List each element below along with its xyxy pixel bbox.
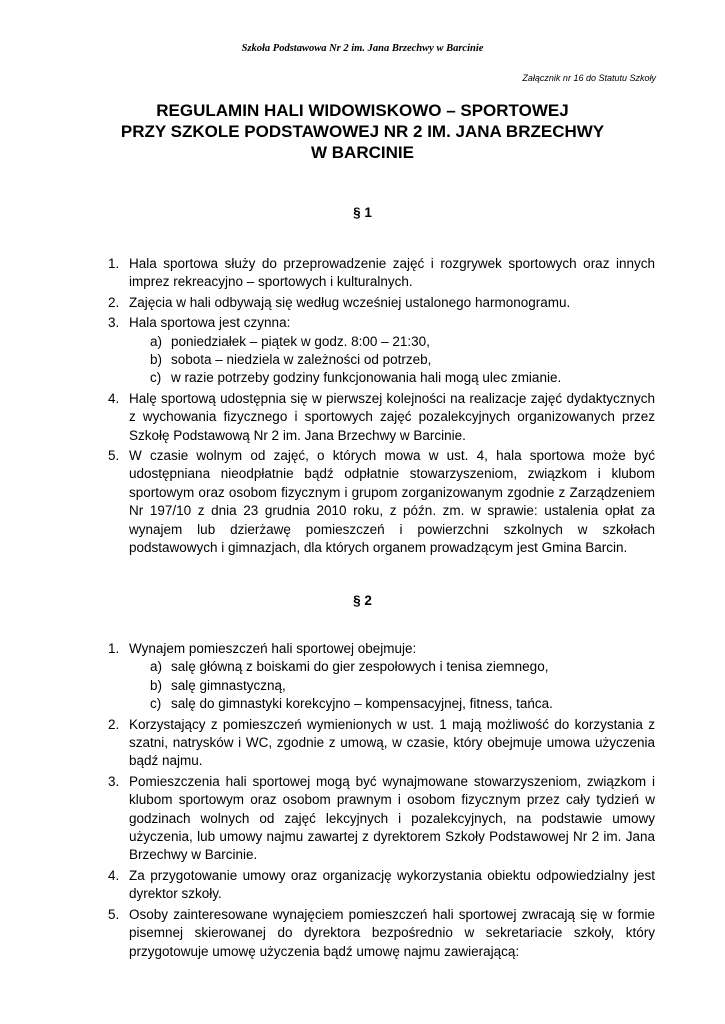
list-item xyxy=(108,294,655,312)
sub-list-item xyxy=(150,351,655,369)
item-number: 4. xyxy=(108,867,120,883)
item-number: 4. xyxy=(108,390,120,406)
item-text: Za przygotowanie umowy oraz organizację wykorzystania obiektu odpowiedzialny jest dyrektor szkoły. xyxy=(129,867,655,902)
item-text: Halę sportową udostępnia się w pierwszej kolejności na realizacje zajęć dydaktycznych z wychowania fizycznego i sportowych zajęć pozalekcyjnych organizowanych przez Szkołę Podstawową Nr 2 im. Jana Brzechwy w Barcinie. xyxy=(129,390,655,443)
section-2-list xyxy=(108,640,655,963)
list-item xyxy=(108,390,655,445)
section-1-list xyxy=(108,255,655,560)
item-text: Wynajem pomieszczeń hali sportowej obejmuje: xyxy=(129,641,417,656)
title-line: PRZY SZKOLE PODSTAWOWEJ NR 2 IM. JANA BRZECHWY xyxy=(120,122,605,141)
item-number: 2. xyxy=(108,294,120,310)
sub-item-letter: b) xyxy=(150,677,163,693)
list-item xyxy=(108,906,655,961)
sub-item-text: salę główną z boiskami do gier zespołowych i tenisa ziemnego, xyxy=(171,659,549,675)
item-text: Zajęcia w hali odbywają się według wcześniej ustalonego harmonogramu. xyxy=(129,294,571,310)
item-number: 3. xyxy=(108,315,120,331)
item-text: Hala sportowa jest czynna: xyxy=(129,315,291,331)
sub-list-item xyxy=(150,369,655,387)
title-line: W BARCINIE xyxy=(311,143,414,162)
sub-item-text: salę gimnastyczną, xyxy=(171,677,286,693)
item-number: 5. xyxy=(108,906,120,922)
sub-list-item xyxy=(150,695,655,713)
sub-item-text: sobota – niedziela w zależności od potrzeb, xyxy=(171,352,432,368)
sub-list xyxy=(129,658,655,713)
section-heading-2: § 2 xyxy=(353,593,372,608)
list-item xyxy=(108,447,655,557)
sub-item-text: poniedziałek – piątek w godz. 8:00 – 21:30, xyxy=(171,333,430,349)
sub-item-text: salę do gimnastyki korekcyjno – kompensacyjnej, fitness, tańca. xyxy=(171,696,553,712)
item-text: Hala sportowa służy do przeprowadzenie zajęć i rozgrywek sportowych oraz innych imprez rekreacyjno – sportowych i kulturalnych. xyxy=(129,256,655,290)
item-text: Korzystający z pomieszczeń wymienionych w ust. 1 mają możliwość do korzystania z szatni, natrysków i WC, zgodnie z umową, w czasie, który obejmuje umowa użyczenia bądź najmu. xyxy=(129,716,655,769)
section-heading-1: § 1 xyxy=(353,205,372,220)
sub-list-item xyxy=(150,677,655,695)
list-item xyxy=(108,640,655,714)
document-title xyxy=(0,100,725,163)
annex-note: Załącznik nr 16 do Statutu Szkoły xyxy=(522,73,656,83)
list-item xyxy=(108,255,655,292)
sub-list-item xyxy=(150,658,655,676)
item-number: 2. xyxy=(108,716,120,732)
list-item xyxy=(108,716,655,771)
title-line: REGULAMIN HALI WIDOWISKOWO – SPORTOWEJ xyxy=(156,101,569,120)
item-number: 1. xyxy=(108,641,120,656)
item-text: Pomieszczenia hali sportowej mogą być wynajmowane stowarzyszeniom, związkom i klubom sportowym oraz osobom prawnym i osobom fizycznym przez cały tydzień w godzinach wolnych od zajęć lekcyjnych i pozalekcyjnych, na podstawie umowy użyczenia, lub umowy najmu zawartej z dyrektorem Szkoły Podstawowej Nr 2 im. Jana Brzechwy w Barcinie. xyxy=(129,773,655,863)
item-number: 3. xyxy=(108,773,120,789)
list-item xyxy=(108,314,655,388)
sub-item-letter: a) xyxy=(150,333,163,349)
item-number: 5. xyxy=(108,448,120,464)
document-header: Szkoła Podstawowa Nr 2 im. Jana Brzechwy w Barcinie xyxy=(241,43,484,54)
item-number: 1. xyxy=(108,256,120,271)
list-item xyxy=(108,773,655,865)
item-text: W czasie wolnym od zajęć, o których mowa w ust. 4, hala sportowa może być udostępniana nieodpłatnie bądź odpłatnie stowarzyszeniom, związkom i klubom sportowym oraz osobom fizycznym i grupom zorganizowanym zgodnie z Zarządzeniem Nr 197/10 z dnia 23 grudnia 2010 roku, z późn. zm. w sprawie: ustalenia opłat za wynajem lub dzierżawę pomieszczeń i powierzchni szkolnych w szkołach podstawowych i gimnazjach, dla których organem prowadzącym jest Gmina Barcin. xyxy=(129,448,655,556)
sub-item-letter: b) xyxy=(150,352,163,368)
sub-item-text: w razie potrzeby godziny funkcjonowania hali mogą ulec zmianie. xyxy=(171,370,562,386)
sub-item-letter: c) xyxy=(150,370,162,386)
sub-list-item xyxy=(150,333,655,351)
sub-item-letter: a) xyxy=(150,659,163,675)
list-item xyxy=(108,867,655,904)
sub-list xyxy=(129,333,655,388)
sub-item-letter: c) xyxy=(150,696,162,712)
item-text: Osoby zainteresowane wynajęciem pomieszczeń hali sportowej zwracają się w formie pisemnej skierowanej do dyrektora bezpośrednio w sekretariacie szkoły, który przygotowuje umowę użyczenia bądź umowę najmu zawierającą: xyxy=(129,906,655,959)
